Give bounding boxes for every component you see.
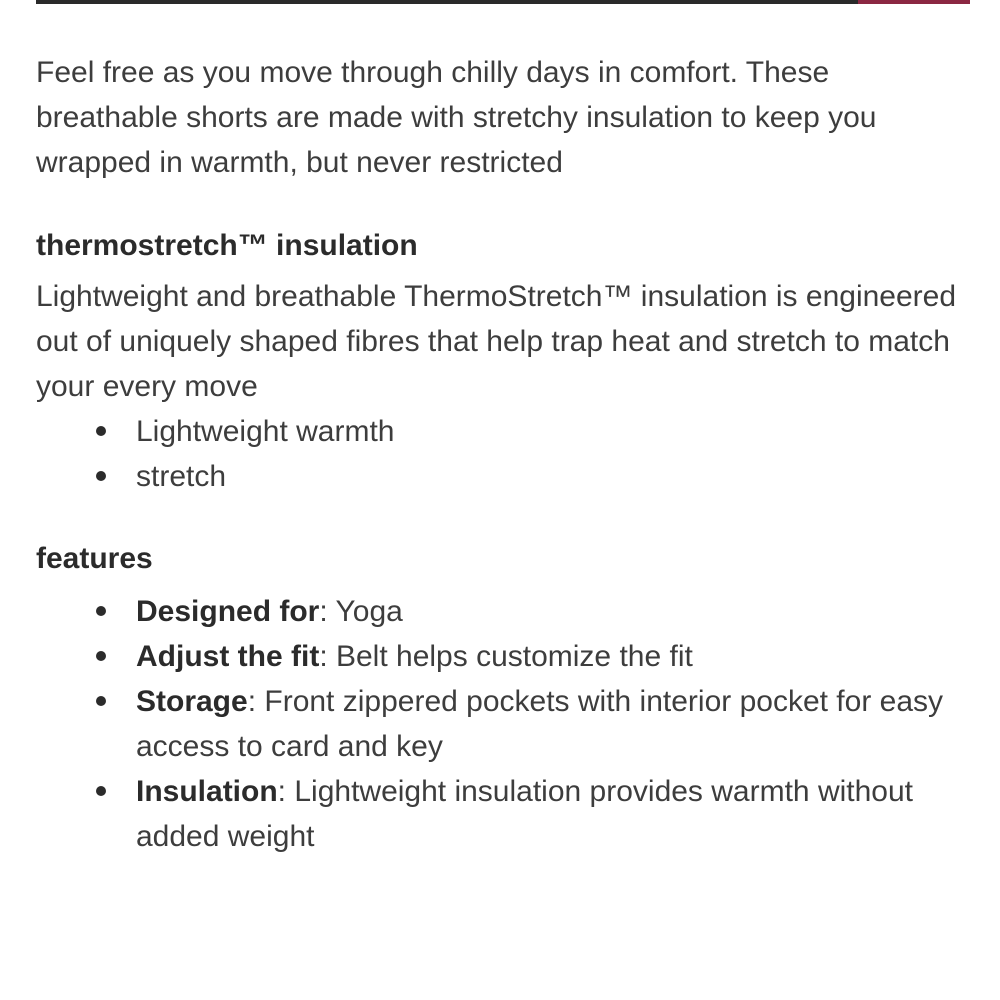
feature-text: Yoga: [335, 595, 403, 628]
features-heading: features: [36, 542, 153, 575]
feature-text: Belt helps customize the fit: [335, 640, 693, 673]
top-divider: [36, 0, 970, 4]
list-item: Lightweight warmth: [136, 409, 970, 454]
feature-text: Front zippered pockets with interior pocket for easy access to card and key: [136, 685, 944, 763]
feature-item-storage: [136, 679, 970, 769]
feature-separator: :: [277, 775, 295, 808]
insulation-heading: thermostretch™ insulation: [36, 229, 418, 262]
feature-label: Adjust the fit: [136, 640, 320, 673]
feature-item-designed-for: [136, 589, 970, 634]
feature-label: Storage: [136, 685, 248, 718]
feature-separator: :: [319, 595, 336, 628]
feature-separator: :: [247, 685, 265, 718]
features-list: [36, 589, 970, 859]
feature-label: Insulation: [136, 775, 278, 808]
product-description: [36, 50, 970, 859]
feature-separator: :: [319, 640, 336, 673]
feature-item-insulation: [136, 769, 970, 859]
feature-item-adjust-fit: [136, 634, 970, 679]
list-item: stretch: [136, 454, 970, 499]
feature-text: Lightweight insulation provides warmth without added weight: [136, 775, 914, 853]
feature-label: Designed for: [136, 595, 320, 628]
insulation-description: Lightweight and breathable ThermoStretch™ insulation is engineered out of uniquely shaped fibres that help trap heat and stretch to match your every move: [36, 280, 957, 403]
insulation-bullet-list: [36, 409, 970, 499]
top-divider-accent: [858, 0, 970, 4]
intro-text: Feel free as you move through chilly days in comfort. These breathable shorts are made with stretchy insulation to keep you wrapped in warmth, but never restricted: [36, 56, 877, 179]
